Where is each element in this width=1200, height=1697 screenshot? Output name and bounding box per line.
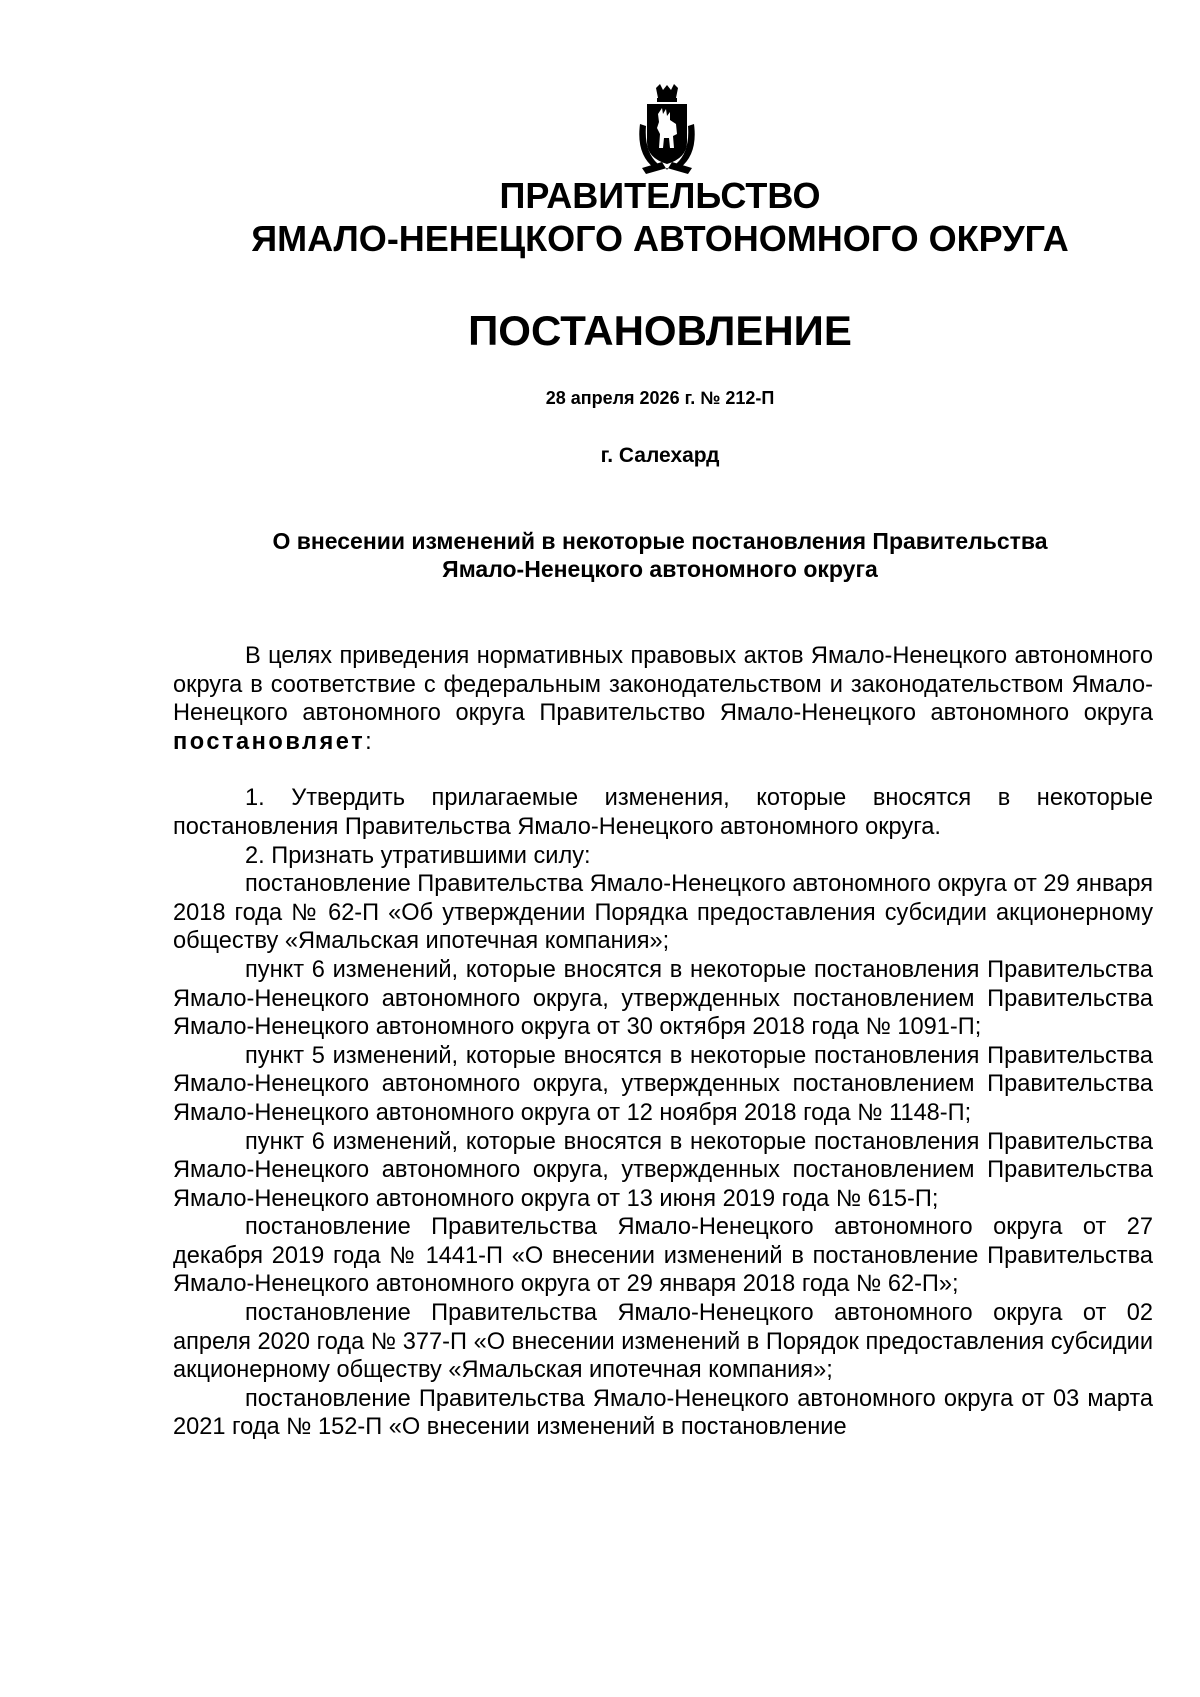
document-city: г. Салехард [600,444,720,467]
subject-line1: О внесении изменений в некоторые постановления Правительства [272,528,1048,554]
yamal-coat-of-arms-icon [632,84,702,176]
clause-2-item: постановление Правительства Ямало-Ненецкого автономного округа от 03 марта 2021 года № 152-П «О внесении изменений в постановление [173,1385,1153,1441]
government-name-line2: ЯМАЛО-НЕНЕЦКОГО АВТОНОМНОГО ОКРУГА [251,218,1069,259]
preamble-emphasis: постановляет [173,728,366,755]
clause-2-item: пункт 6 изменений, которые вносятся в некоторые постановления Правительства Ямало-Ненецкого автономного округа, утвержденных постановлением Правительства Ямало-Ненецкого автономного округа от 13 июня 2019 года № 615-П; [173,1128,1153,1212]
clause-2-item: пункт 5 изменений, которые вносятся в некоторые постановления Правительства Ямало-Ненецкого автономного округа, утвержденных постановлением Правительства Ямало-Ненецкого автономного округа от 12 ноября 2018 года № 1148-П; [173,1042,1153,1126]
document-subject [200,527,1120,583]
clause-2-item: постановление Правительства Ямало-Ненецкого автономного округа от 02 апреля 2020 года № 377-П «О внесении изменений в Порядок предоставления субсидии акционерному обществу «Ямальская ипотечная компания»; [173,1300,1153,1384]
clause-1: 1. Утвердить прилагаемые изменения, которые вносятся в некоторые постановления Правительства Ямало-Ненецкого автономного округа. [173,785,1153,840]
clause-2-item: пункт 6 изменений, которые вносятся в некоторые постановления Правительства Ямало-Ненецкого автономного округа, утвержденных постановлением Правительства Ямало-Ненецкого автономного округа от 30 октября 2018 года № 1091-П; [173,956,1153,1041]
government-name-line1: ПРАВИТЕЛЬСТВО [499,175,821,216]
document-type-title: ПОСТАНОВЛЕНИЕ [468,307,852,354]
clause-2: 2. Признать утратившими силу: [245,842,591,869]
document-body [173,642,1153,1442]
preamble-end: : [365,728,372,755]
preamble-paragraph [173,642,1153,756]
preamble-text: В целях приведения нормативных правовых актов Ямало-Ненецкого автономного округа в соответствие с федеральным законодательством и законодательством Ямало-Ненецкого автономного округа Правительство Ямало-Ненецкого автономного округа [173,643,1153,727]
document-date-number: 28 апреля 2026 г. № 212-П [545,388,775,408]
subject-line2: Ямало-Ненецкого автономного округа [442,556,878,582]
clause-2-item: постановление Правительства Ямало-Ненецкого автономного округа от 27 декабря 2019 года № 1441-П «О внесении изменений в постановление Правительства Ямало-Ненецкого автономного округа от 29 января 2018 года № 62-П»; [173,1214,1153,1298]
clause-2-item: постановление Правительства Ямало-Ненецкого автономного округа от 29 января 2018 года № 62-П «Об утверждении Порядка предоставления субсидии акционерному обществу «Ямальская ипотечная компания»; [173,871,1153,955]
